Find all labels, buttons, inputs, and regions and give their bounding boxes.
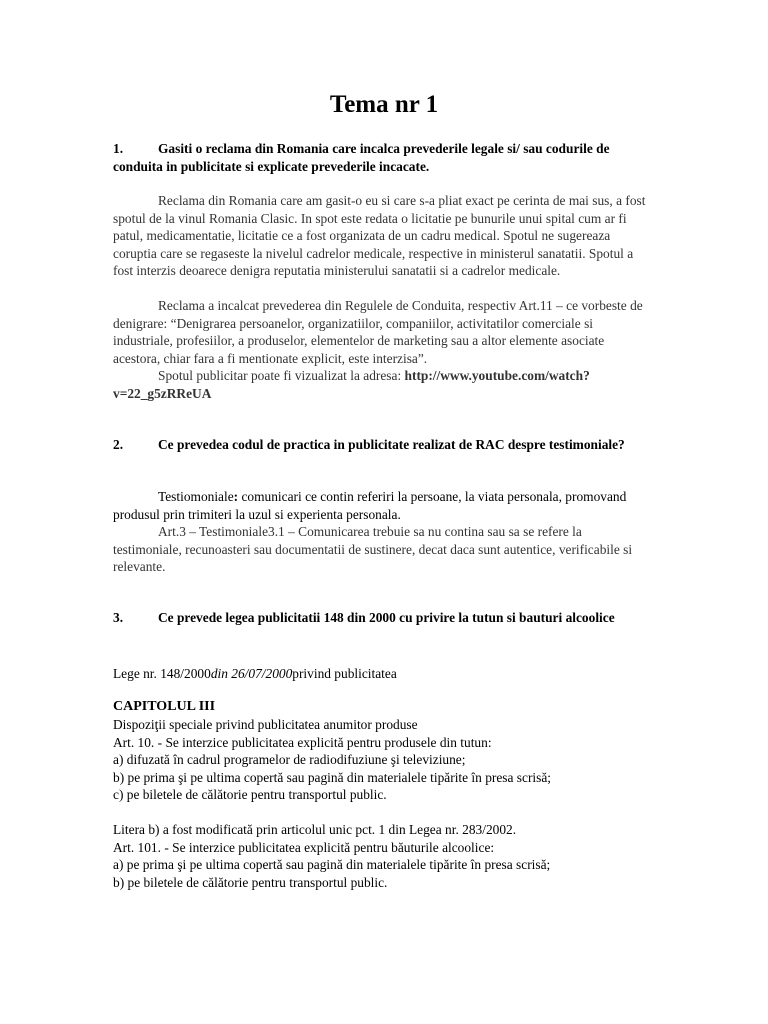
law-line: b) pe biletele de călătorie pentru transportul public. [113,874,388,890]
law-section-2 [113,821,649,891]
law-line: a) difuzată în cadrul programelor de radiodifuziune şi televiziune; [113,752,466,768]
chapter-heading: CAPITOLUL III [113,699,216,714]
question-number: 3. [113,610,124,625]
question-text: Gasiti o reclama din Romania care incalca prevederile legale si/ sau codurile de conduita in publicitate si explicate prevederile incacate. [113,141,610,174]
term-label: Testiomoniale [158,489,234,504]
page-title: Tema nr 1 [329,91,439,118]
question-text: Ce prevedea codul de practica in publicitate realizat de RAC despre testimoniale? [158,437,625,452]
question-number: 1. [113,141,124,156]
question-1 [113,140,649,175]
term-colon: : [233,489,239,504]
answer-1-paragraph-3 [113,367,649,402]
law-title-line [113,665,649,683]
law-line: c) pe biletele de călătorie pentru transportul public. [113,787,387,803]
law-line: Dispoziţii speciale privind publicitatea anumitor produse [113,717,418,732]
law-line: a) pe prima şi pe ultima copertă sau pagină din materialele tipărite în presa scrisă; [113,857,551,873]
question-2 [113,436,649,454]
answer-2-paragraph-1 [113,488,649,523]
law-number: Lege nr. 148/2000 [113,666,211,681]
youtube-link[interactable]: http://www.youtube.com/watch?v=22_g5zRReUA [113,368,590,401]
law-subject: privind publicitatea [292,666,397,681]
answer-1-paragraph-1: Reclama din Romania care am gasit-o eu si care s-a pliat exact pe cerinta de mai sus, a fost spotul de la vinul Romania Clasic. In spot este redata o licitatie pe bunurile unui spital cum ar fi patul, medicamentatie, licitatie ce a fost organizata de un cadru medical. Spotul ne sugereaza coruptia care se regaseste la nivelul cadrelor medicale, respective in ministerul sanatatii. Spotul a fost interzis deoarece denigra reputatia ministerului sanatatii si a cadrelor medicale. [113,193,646,279]
law-line: Art. 10. - Se interzice publicitatea explicită pentru produsele din tutun: [113,734,492,750]
answer-2-paragraph-2: Art.3 – Testimoniale3.1 – Comunicarea trebuie sa nu contina sau sa se refere la testimoniale, recunoasteri sau documentatii de sustinere, decat daca sunt autentice, verificabile si relevante. [113,524,633,575]
law-section-1 [113,716,649,804]
law-line: Art. 101. - Se interzice publicitatea explicită pentru băuturile alcoolice: [113,839,495,855]
question-3 [113,609,649,627]
term-definition: comunicari ce contin referiri la persoane, la viata personala, promovand produsul prin trimiteri la uzul si experienta personala. [113,489,627,522]
link-intro-text: Spotul publicitar poate fi vizualizat la adresa: [158,368,405,383]
law-date: din 26/07/2000 [210,666,293,681]
law-line: b) pe prima şi pe ultima copertă sau pagină din materialele tipărite în presa scrisă; [113,769,552,785]
question-number: 2. [113,437,124,452]
question-text: Ce prevede legea publicitatii 148 din 2000 cu privire la tutun si bauturi alcoolice [158,610,615,625]
answer-1-paragraph-2: Reclama a incalcat prevederea din Regulele de Conduita, respectiv Art.11 – ce vorbeste de denigrare: “Denigrarea persoanelor, organizatiilor, companiilor, activitatilor comerciale si industriale, profesiilor, a produselor, elementelor de marketing sau a altor elemente asociate acestora, chiar fara a fi mentionate explicit, este interzisa”. [113,298,643,366]
law-line: Litera b) a fost modificată prin articolul unic pct. 1 din Legea nr. 283/2002. [113,822,517,837]
